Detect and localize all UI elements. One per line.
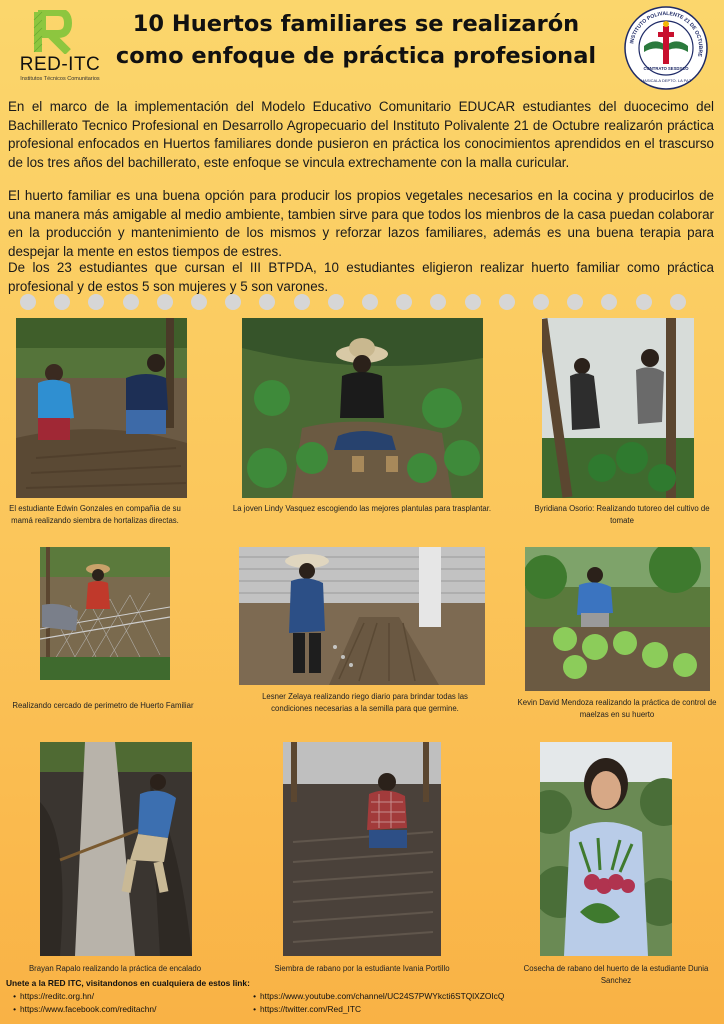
page-title [100, 8, 612, 72]
divider-dot [20, 294, 36, 310]
divider-dot [601, 294, 617, 310]
divider-dot [396, 294, 412, 310]
divider-dot [430, 294, 446, 310]
link-reditc-website[interactable]: • https://reditc.org.hn/ [6, 990, 156, 1003]
links-left-list [6, 990, 156, 1015]
seal-ring-text: INSTITUTO POLIVALENTE 21 DE OCTUBRE [629, 10, 704, 58]
caption-lindy-plantulas: La joven Lindy Vasquez escogiendo las mejores plantulas para trasplantar. [232, 504, 492, 513]
caption-byridiana-tutoreo: Byridiana Osorio: Realizando tutoreo del cultivo de tomate [534, 504, 710, 525]
divider-dot [465, 294, 481, 310]
dots-divider [20, 294, 710, 312]
caption-brayan-encalado: Brayan Rapalo realizando la práctica de encalado [28, 964, 202, 973]
intro-paragraph: En el marco de la implementación del Modelo Educativo Comunitario EDUCAR estudiantes del duocecimo del Bachillerato Tecnico Profesional en Desarrollo Agropecuario del Instituto Polivalente 21 de Octubre realizarón práctica profesional enfocados en Huertos familiares donde pusieron en práctica los conocimientos aprendidos en el trascurso de los tres años del bachillerato, este enfoque se vincula extrechamente con la malla curicular. [8, 99, 714, 170]
photo-ivania-rabano [283, 742, 441, 956]
divider-dot [567, 294, 583, 310]
link-facebook[interactable]: • https://www.facebook.com/reditachn/ [6, 1003, 156, 1016]
caption-cercado-perimetro: Realizando cercado de perimetro de Huerto Familiar [12, 701, 194, 710]
caption-lesner-riego: Lesner Zelaya realizando riego diario para brindar todas las condiciones necesarias a la semilla para que germine. [262, 692, 468, 713]
divider-dot [636, 294, 652, 310]
divider-dot [88, 294, 104, 310]
statistics-paragraph: De los 23 estudiantes que cursan el III BTPDA, 10 estudiantes eligieron realizar huerto familiar como práctica profesional y de estos 5 son mujeres y 5 son varones. [8, 260, 714, 294]
divider-dot [157, 294, 173, 310]
photo-dunia-cosecha [540, 742, 672, 956]
divider-dot [499, 294, 515, 310]
divider-dot [191, 294, 207, 310]
photo-lesner-riego [239, 547, 485, 685]
link-youtube[interactable]: • https://www.youtube.com/channel/UC24S7PWYkcti6STQlXZOIcQ [246, 990, 504, 1003]
photo-cercado-perimetro [40, 547, 170, 680]
caption-ivania-rabano: Siembra de rabano por la estudiante Ivania Portillo [274, 964, 450, 973]
divider-dot [533, 294, 549, 310]
caption-edwin-siembra: El estudiante Edwin Gonzales en compañia de su mamá realizando siembra de hortalizas directas. [9, 504, 181, 525]
photo-byridiana-tutoreo [542, 318, 694, 498]
title-line-1: 10 Huertos familiares se realizarón [132, 11, 580, 37]
divider-dot [123, 294, 139, 310]
red-itc-logo [10, 8, 110, 86]
divider-dot [670, 294, 686, 310]
photo-lindy-plantulas [242, 318, 483, 498]
brand-tagline: Institutos Técnicos Comunitarios [20, 76, 100, 82]
photo-brayan-encalado [40, 742, 192, 956]
seal-bottom-text: CONTRATO SESDSCO [643, 66, 689, 71]
join-text: Unete a la RED ITC, visitandonos en cualquiera de estos link: [6, 978, 250, 988]
divider-dot [328, 294, 344, 310]
red-itc-logo-mark [32, 10, 72, 54]
seal-place-text: MASICALA DEPTO. LA PAZ [640, 78, 692, 83]
divider-dot [294, 294, 310, 310]
caption-dunia-cosecha: Cosecha de rabano del huerto de la estudiante Dunia Sanchez [523, 964, 709, 985]
divider-dot [259, 294, 275, 310]
links-right-list [246, 990, 504, 1015]
divider-dot [362, 294, 378, 310]
caption-kevin-maleza: Kevin David Mendoza realizando la práctica de control de maelzas en su huerto [517, 698, 717, 719]
description-paragraph: El huerto familiar es una buena opción para producir los propios vegetales necesarios en la cocina y producirlos de una manera más amigable al medio ambiente, tambien sirve para que todos los mienbros de la casa puedan colaborar en la producción y mantenimiento de los mismos y reforzar lazos familiares, además es una buena terapia para despejar la mente en estos tiempos de estres. [8, 188, 714, 259]
divider-dot [225, 294, 241, 310]
title-line-2: como enfoque de práctica profesional [115, 43, 597, 69]
photo-kevin-maleza [525, 547, 710, 691]
divider-dot [54, 294, 70, 310]
institute-seal [622, 6, 710, 90]
brand-name: RED-ITC [19, 54, 101, 75]
link-twitter[interactable]: • https://twitter.com/Red_ITC [246, 1003, 504, 1016]
photo-edwin-siembra [16, 318, 187, 498]
